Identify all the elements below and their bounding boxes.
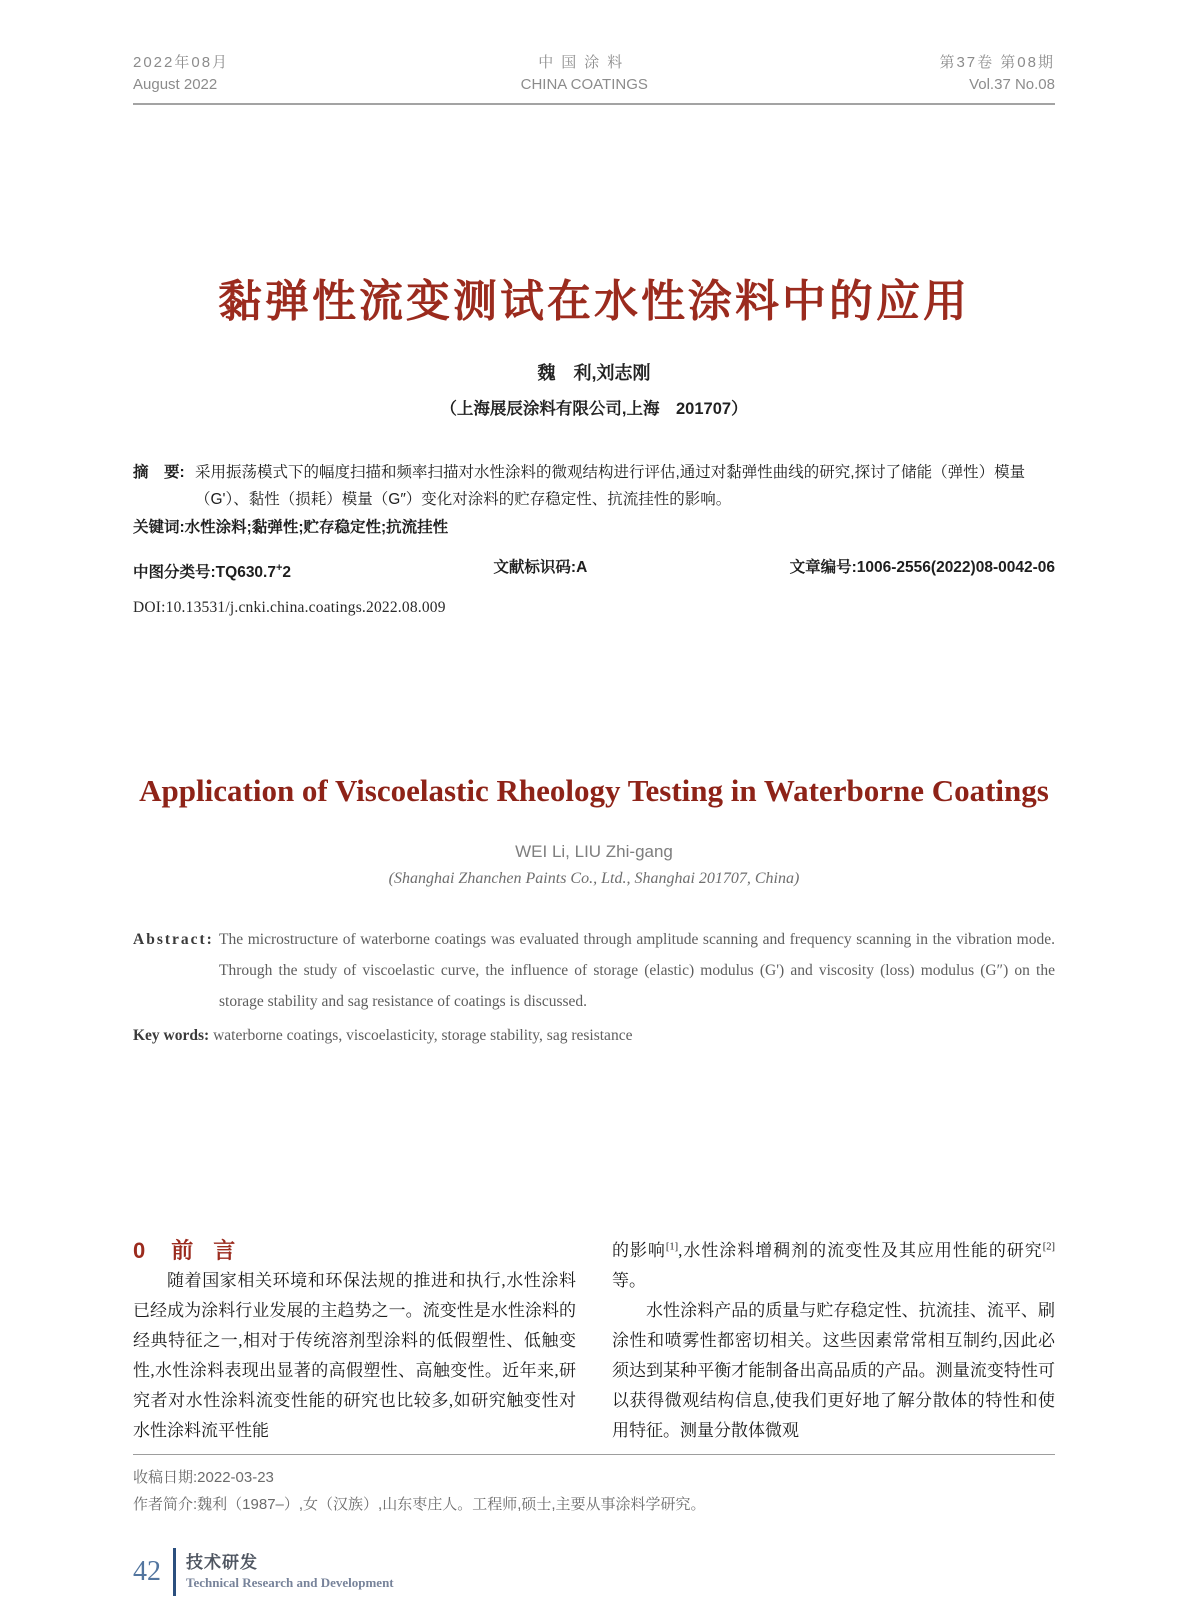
journal-name — [521, 52, 648, 96]
abstract-zh-text: 采用振荡模式下的幅度扫描和频率扫描对水性涂料的微观结构进行评估,通过对黏弹性曲线的研究,探讨了储能（弹性）模量（G'）、黏性（损耗）模量（G″）变化对涂料的贮存稳定性、抗流挂性的影响。 — [195, 464, 1026, 508]
paragraph-text: ,水性涂料增稠剂的流变性及其应用性能的研究 — [678, 1241, 1043, 1261]
clc-superscript: + — [275, 562, 283, 574]
document-code — [493, 556, 587, 585]
reference-marker-2: [2] — [1042, 1241, 1055, 1253]
keywords-en-label: Key words: — [133, 1027, 210, 1045]
section-number: 0 — [133, 1238, 146, 1264]
article-number-label: 文章编号: — [789, 559, 857, 576]
journal-header — [133, 52, 1055, 105]
journal-issue-zh: 第37卷 第08期 — [939, 54, 1055, 71]
paragraph-quality: 水性涂料产品的质量与贮存稳定性、抗流挂、流平、刷涂性和喷雾性都密切相关。这些因素常常相互制约,因此必须达到某种平衡才能制备出高品质的产品。测量流变特性可以获得微观结构信息,使我们更好地了解分散体的特性和使用特征。测量分散体微观 — [612, 1301, 1055, 1441]
keywords-en-text: waterborne coatings, viscoelasticity, storage stability, sag resistance — [213, 1027, 633, 1045]
clc-number — [133, 556, 291, 585]
article-number — [790, 556, 1055, 585]
keywords-zh-text: 水性涂料;黏弹性;贮存稳定性;抗流挂性 — [184, 519, 449, 536]
clc-label: 中图分类号: — [133, 564, 216, 582]
keywords-en — [133, 1020, 1055, 1051]
body-column-right — [612, 1236, 1055, 1446]
paragraph-text: 等。 — [612, 1271, 646, 1291]
article-title-en: Application of Viscoelastic Rheology Testing in Waterborne Coatings — [139, 773, 1049, 809]
clc-tail: 2 — [282, 564, 292, 582]
journal-date — [133, 52, 229, 96]
footer-section-bar — [173, 1548, 176, 1596]
document-code-label: 文献标识码: — [493, 559, 577, 576]
footer-section-zh: 技术研发 — [186, 1553, 258, 1573]
section-title: 前言 — [171, 1238, 256, 1264]
paragraph-intro-left: 随着国家相关环境和环保法规的推进和执行,水性涂料已经成为涂料行业发展的主趋势之一。流变性是水性涂料的经典特征之一,相对于传统溶剂型涂料的低假塑性、低触变性,水性涂料表现出显著的高假塑性、高触变性。近年来,研究者对水性涂料流变性能的研究也比较多,如研究触变性对水性涂料流平性能 — [133, 1271, 576, 1441]
page-footer — [133, 1548, 1055, 1596]
keywords-zh-label: 关键词: — [133, 519, 185, 536]
footer-section — [186, 1552, 394, 1592]
keywords-zh — [133, 514, 1055, 542]
received-date: 收稿日期:2022-03-23 — [133, 1469, 274, 1487]
paragraph-text: 的影响 — [612, 1241, 666, 1261]
journal-name-zh: 中国涂料 — [538, 54, 631, 71]
journal-date-zh: 2022年08月 — [133, 54, 230, 71]
journal-name-en: CHINA COATINGS — [520, 76, 648, 93]
classification-row — [133, 556, 1055, 585]
document-code-value: A — [576, 559, 588, 576]
authors-zh: 魏 利,刘志刚 — [537, 363, 651, 383]
clc-value: TQ630.7 — [215, 564, 276, 582]
abstract-en-text: The microstructure of waterborne coatings was evaluated through amplitude scanning and frequency scanning in the vibration mode. Through the study of viscoelastic curve, the influence of storage (elastic) modulus (G') and viscosity (loss) modulus (G″) on the storage stability and sag resistance of coatings is discussed. — [219, 931, 1055, 1011]
body-columns — [133, 1236, 1055, 1446]
paragraph-intro-right — [612, 1236, 1055, 1296]
section-heading — [133, 1236, 576, 1266]
affiliation-zh: （上海展辰涂料有限公司,上海 201707） — [440, 400, 748, 418]
article-number-value: 1006-2556(2022)08-0042-06 — [856, 559, 1055, 576]
journal-issue — [939, 52, 1055, 96]
abstract-zh-label: 摘 要: — [133, 464, 185, 481]
page-number: 42 — [133, 1556, 161, 1588]
abstract-zh — [133, 459, 1055, 513]
body-column-left — [133, 1236, 576, 1446]
footer-section-en: Technical Research and Development — [186, 1575, 394, 1591]
authors-en: WEI Li, LIU Zhi-gang — [515, 842, 673, 862]
footnote-divider — [133, 1454, 1055, 1455]
footnotes — [133, 1464, 1055, 1518]
journal-issue-en: Vol.37 No.08 — [969, 76, 1055, 93]
abstract-en — [133, 924, 1055, 1017]
abstract-en-label: Abstract: — [133, 931, 214, 949]
author-bio: 作者简介:魏利（1987–）,女（汉族）,山东枣庄人。工程师,硕士,主要从事涂料学研究。 — [133, 1496, 706, 1514]
article-title-zh: 黏弹性流变测试在水性涂料中的应用 — [218, 277, 970, 326]
journal-date-en: August 2022 — [133, 76, 218, 93]
doi: DOI:10.13531/j.cnki.china.coatings.2022.08.009 — [133, 599, 446, 617]
affiliation-en: (Shanghai Zhanchen Paints Co., Ltd., Shanghai 201707, China) — [388, 870, 800, 888]
reference-marker-1: [1] — [665, 1241, 679, 1253]
